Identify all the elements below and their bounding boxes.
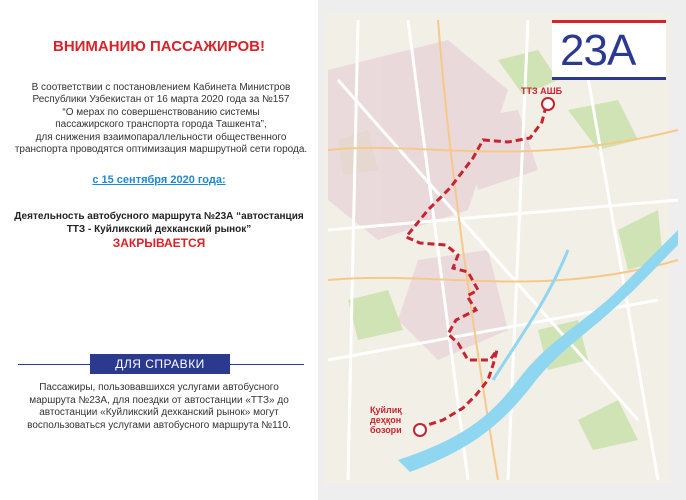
notice-panel <box>0 0 318 500</box>
end-stop-line: Қуйлиқ <box>370 405 402 415</box>
route-activity <box>0 210 318 236</box>
end-stop-line: деҳқон <box>370 415 402 425</box>
intro-line: Республики Узбекистан от 16 марта 2020 года за №157 <box>32 94 290 106</box>
intro-line: “О мерах по совершенствованию системы <box>62 106 260 118</box>
notice-title: ВНИМАНИЮ ПАССАЖИРОВ! <box>52 38 266 55</box>
intro-line: транспорта проводятся оптимизация маршрутной сети города. <box>14 144 308 156</box>
activity-line: ТТЗ - Куйликский дехканский рынок” <box>66 224 252 235</box>
intro-line: пассажирского транспорта города Ташкента”, <box>55 119 267 131</box>
start-stop-marker <box>542 98 554 110</box>
notice-intro <box>4 82 318 156</box>
end-stop-label <box>370 405 402 435</box>
route-badge <box>552 20 666 80</box>
effective-date: с 15 сентября 2020 года: <box>92 174 226 186</box>
route-number: 23А <box>560 26 636 75</box>
reference-line: маршрута №23А, для поездки от автостанции «ТТЗ» до <box>29 394 289 406</box>
activity-line: Деятельность автобусного маршрута №23А “автостанция <box>14 211 304 222</box>
reference-line: воспользоваться услугами автобусного маршрута №110. <box>27 419 291 431</box>
intro-line: для снижения взаимопараллельности общественного <box>35 131 287 143</box>
reference-line: автостанции «Куйликский дехканский рынок» могут <box>39 407 279 419</box>
reference-label: ДЛЯ СПРАВКИ <box>90 354 230 374</box>
end-stop-marker <box>414 424 426 436</box>
reference-text <box>6 382 312 432</box>
end-stop-line: бозори <box>370 425 402 435</box>
reference-line: Пассажиры, пользовавшихся услугами автобусного <box>39 382 279 393</box>
start-stop-label: ТТЗ АШБ <box>521 86 563 96</box>
closing-status: ЗАКРЫВАЕТСЯ <box>112 236 206 250</box>
intro-line: В соответствии с постановлением Кабинета Министров <box>31 82 291 93</box>
